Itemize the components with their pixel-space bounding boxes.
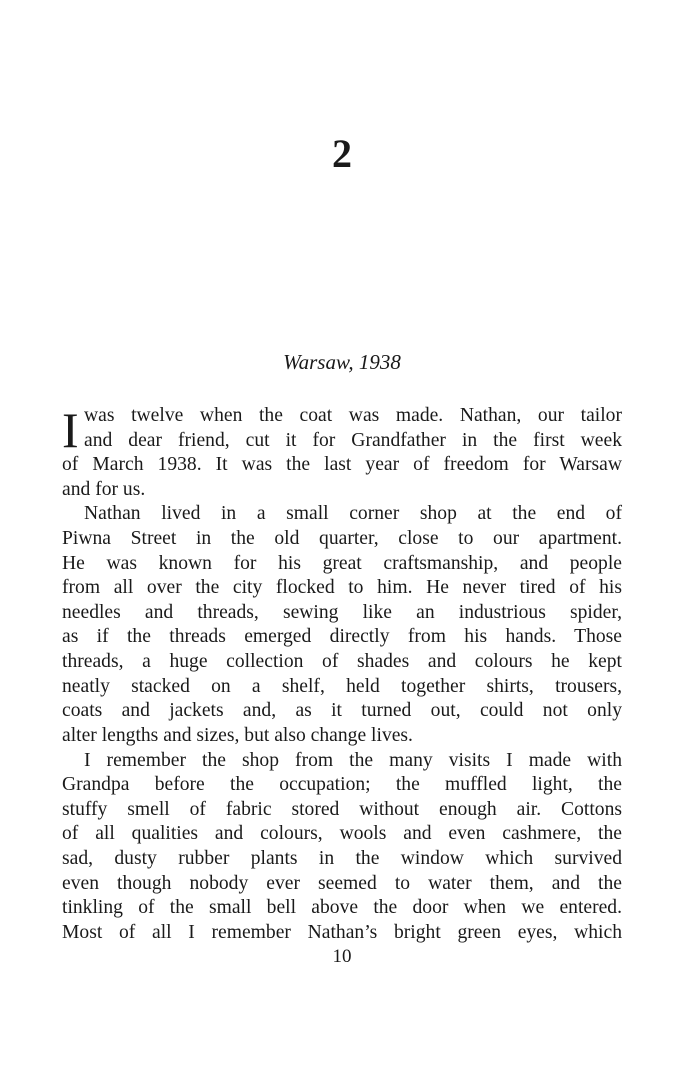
text-line: needles and threads, sewing like an industrious spider, <box>62 601 622 623</box>
text-line: coats and jackets and, as it turned out, could not only <box>62 700 622 722</box>
text-line: Nathan lived in a small corner shop at the end of <box>84 503 622 525</box>
chapter-number: 2 <box>332 131 352 176</box>
text-line: alter lengths and sizes, but also change lives. <box>62 724 413 746</box>
page-number: 10 <box>332 946 352 967</box>
chapter-heading: Warsaw, 1938 <box>283 350 401 374</box>
text-line: was twelve when the coat was made. Nathan, our tailor <box>84 405 622 426</box>
text-line: sad, dusty rubber plants in the window which survived <box>62 847 622 869</box>
body-text <box>62 404 622 945</box>
text-line: even though nobody ever seemed to water them, and the <box>62 872 622 894</box>
text-line: Grandpa before the occupation; the muffled light, the <box>62 774 622 796</box>
text-line: and dear friend, cut it for Grandfather in the first week <box>84 429 622 451</box>
text-line: of March 1938. It was the last year of freedom for Warsaw <box>62 454 622 476</box>
text-line: stuffy smell of fabric stored without enough air. Cottons <box>62 798 622 820</box>
text-line: threads, a huge collection of shades and colours he kept <box>62 651 622 673</box>
text-line: of all qualities and colours, wools and even cashmere, the <box>62 823 622 845</box>
text-line: neatly stacked on a shelf, held together shirts, trousers, <box>62 675 622 697</box>
text-line: Piwna Street in the old quarter, close to our apartment. <box>62 528 622 550</box>
drop-cap: I <box>62 402 79 458</box>
text-line: I remember the shop from the many visits I made with <box>84 749 622 771</box>
text-line: from all over the city flocked to him. He never tired of his <box>62 577 622 599</box>
text-line: and for us. <box>62 478 146 500</box>
text-line: as if the threads emerged directly from his hands. Those <box>62 626 622 648</box>
text-line: Most of all I remember Nathan’s bright green eyes, which <box>62 921 622 943</box>
text-line: tinkling of the small bell above the door when we entered. <box>62 897 622 919</box>
text-line: He was known for his great craftsmanship, and people <box>62 552 622 574</box>
